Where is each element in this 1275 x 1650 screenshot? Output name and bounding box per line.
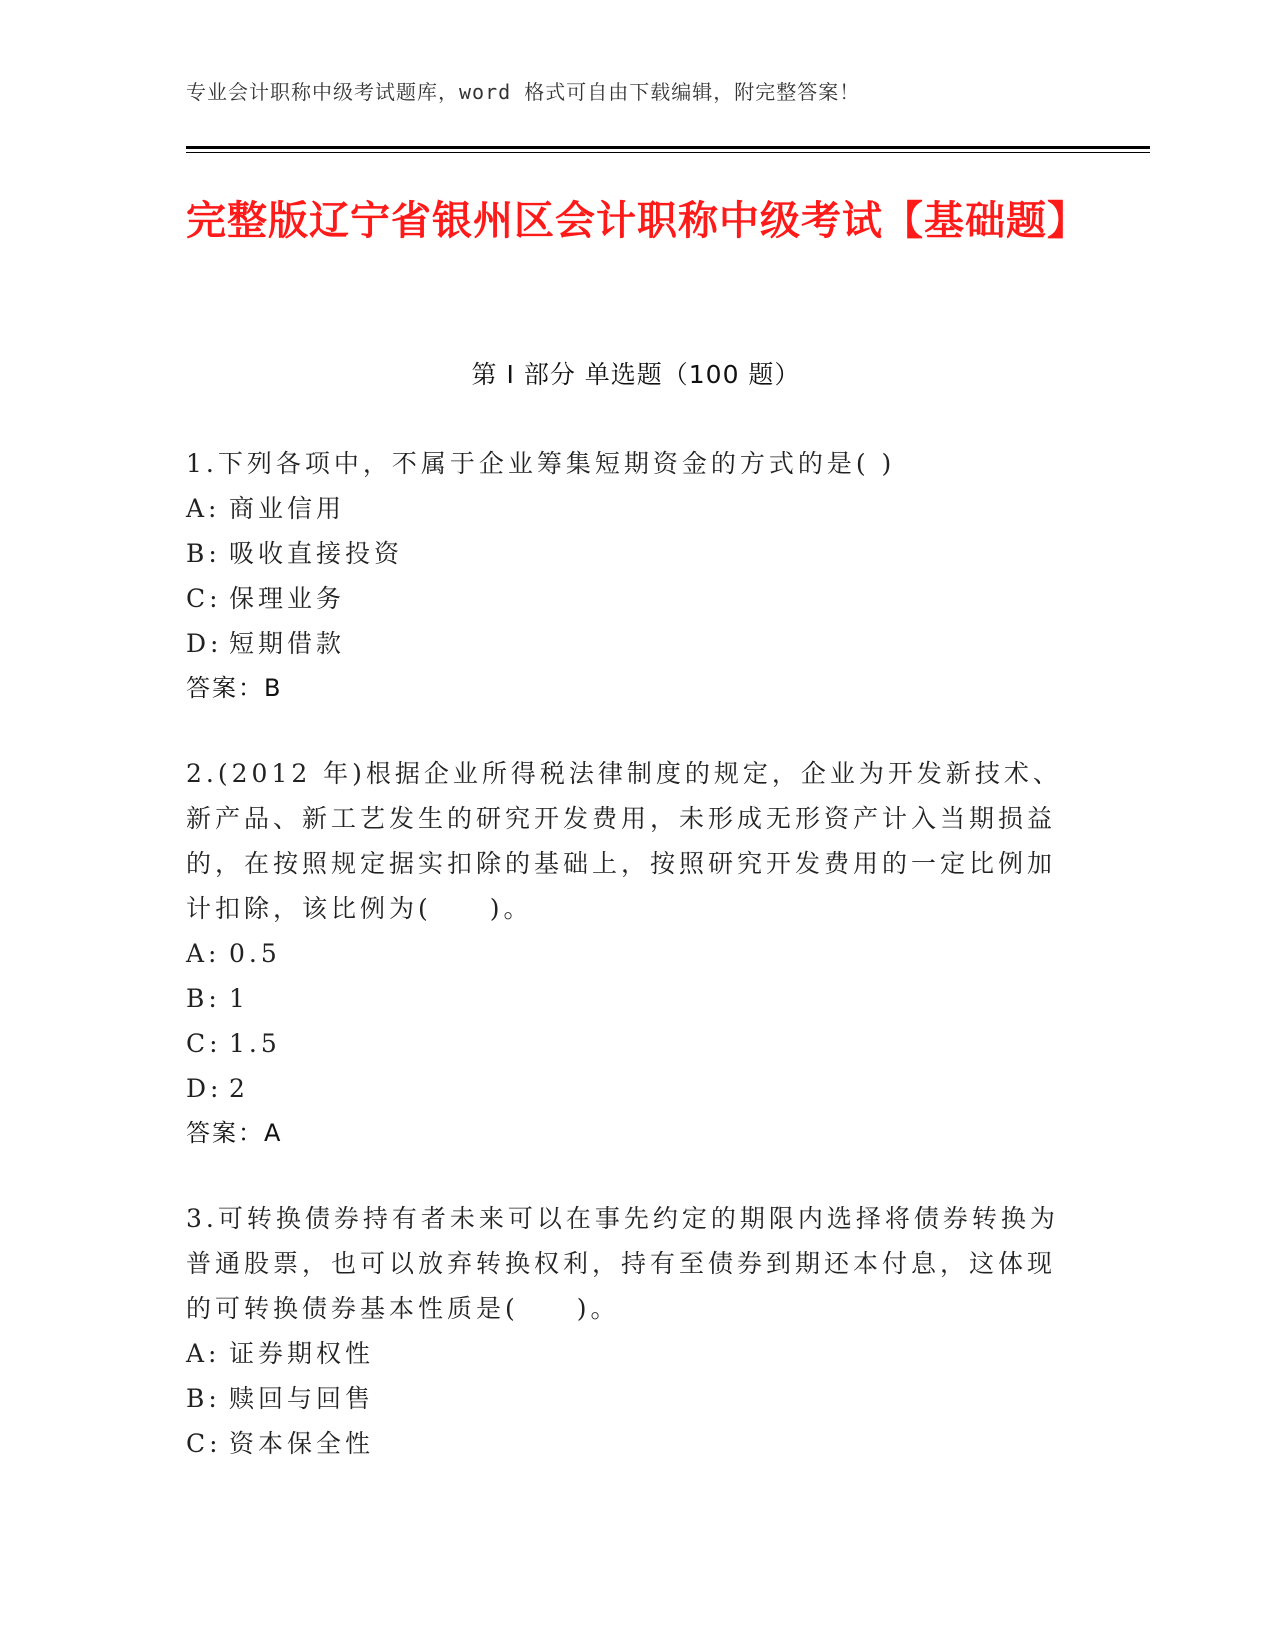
header-note: 专业会计职称中级考试题库，word 格式可自由下载编辑，附完整答案！ xyxy=(186,80,861,104)
option-a xyxy=(186,1331,1066,1376)
option-value: 0.5 xyxy=(229,939,281,968)
option-key: A: xyxy=(186,1339,221,1368)
option-b xyxy=(186,1376,1066,1421)
answer: 答案：A xyxy=(186,1119,283,1147)
option-value: 吸收直接投资 xyxy=(229,539,404,568)
option-value: 短期借款 xyxy=(229,629,346,658)
option-d xyxy=(186,621,1066,666)
option-value: 商业信用 xyxy=(229,494,346,523)
option-value: 赎回与回售 xyxy=(229,1384,375,1413)
answer: 答案：B xyxy=(186,674,283,702)
option-value: 保理业务 xyxy=(229,584,346,613)
question-list xyxy=(186,441,1066,1506)
option-key: A: xyxy=(186,494,221,523)
option-key: B: xyxy=(186,1384,221,1413)
option-c xyxy=(186,1421,1066,1466)
option-key: D: xyxy=(186,1074,223,1103)
question-text: 3.可转换债券持有者未来可以在事先约定的期限内选择将债券转换为普通股票，也可以放弃转换权利，持有至债券到期还本付息，这体现的可转换债券基本性质是( )。 xyxy=(186,1204,1059,1323)
option-b xyxy=(186,531,1066,576)
option-value: 2 xyxy=(229,1074,249,1103)
option-a xyxy=(186,486,1066,531)
option-key: D: xyxy=(186,629,223,658)
option-d xyxy=(186,1066,1066,1111)
option-value: 1 xyxy=(229,984,249,1013)
option-b xyxy=(186,976,1066,1021)
option-key: A: xyxy=(186,939,221,968)
option-c xyxy=(186,1021,1066,1066)
question-text: 2.(2012 年)根据企业所得税法律制度的规定，企业为开发新技术、新产品、新工艺发生的研究开发费用，未形成无形资产计入当期损益的，在按照规定据实扣除的基础上，按照研究开发费用的一定比例加计扣除，该比例为( )。 xyxy=(186,759,1062,923)
question-1 xyxy=(186,441,1066,711)
option-key: C: xyxy=(186,1029,222,1058)
question-3 xyxy=(186,1196,1066,1466)
option-key: C: xyxy=(186,584,222,613)
option-value: 证券期权性 xyxy=(229,1339,375,1368)
option-value: 资本保全性 xyxy=(229,1429,375,1458)
option-key: B: xyxy=(186,539,221,568)
option-key: C: xyxy=(186,1429,222,1458)
option-a xyxy=(186,931,1066,976)
document-title: 完整版辽宁省银州区会计职称中级考试【基础题】 xyxy=(186,198,1088,244)
header-rule-thick xyxy=(186,146,1150,149)
option-key: B: xyxy=(186,984,221,1013)
section-title: 第 I 部分 单选题（100 题） xyxy=(471,360,801,389)
option-c xyxy=(186,576,1066,621)
question-text: 1.下列各项中，不属于企业筹集短期资金的方式的是( ) xyxy=(186,449,896,478)
question-2 xyxy=(186,751,1066,1156)
option-value: 1.5 xyxy=(229,1029,281,1058)
header-rule-thin xyxy=(186,152,1150,153)
